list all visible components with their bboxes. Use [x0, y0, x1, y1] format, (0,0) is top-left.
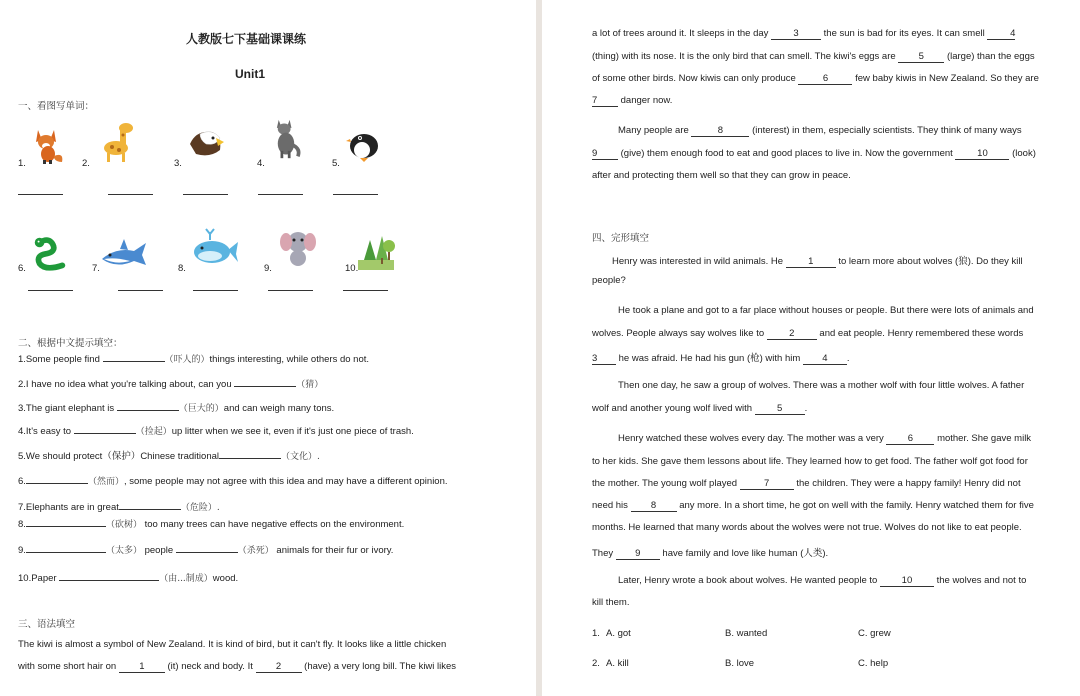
- blank[interactable]: 4: [987, 28, 1015, 40]
- cloze-line: He took a plane and got to a far place without houses or people. But there were lots of animals and: [618, 305, 1034, 316]
- cloze-line: 3 he was afraid. He had his gun (枪) with him 4 .: [592, 353, 850, 364]
- elephant-icon: [278, 226, 318, 268]
- snake-icon: [30, 232, 70, 274]
- pic-num: 8.: [178, 263, 186, 274]
- blank[interactable]: [26, 552, 106, 553]
- blank[interactable]: 3: [771, 28, 821, 40]
- answer-line[interactable]: [183, 194, 228, 195]
- blank[interactable]: 4: [803, 353, 847, 365]
- answer-line[interactable]: [343, 290, 388, 291]
- answer-line[interactable]: [258, 194, 303, 195]
- grammar-line: Many people are 8 (interest) in them, especially scientists. They think of many ways: [618, 125, 1022, 136]
- option-c[interactable]: C. grew: [858, 628, 891, 639]
- blank[interactable]: 2: [256, 661, 302, 673]
- blank[interactable]: 6: [798, 73, 852, 85]
- pic-num: 7.: [92, 263, 100, 274]
- fill-item: 3.The giant elephant is （巨大的）and can weigh many tons.: [18, 403, 335, 414]
- blank[interactable]: 10: [955, 148, 1009, 160]
- answer-line[interactable]: [28, 290, 73, 291]
- grammar-line: a lot of trees around it. It sleeps in the day 3 the sun is bad for its eyes. It can smell 4: [592, 28, 1016, 39]
- question-number: 1.: [592, 628, 600, 639]
- blank[interactable]: 1: [119, 661, 165, 673]
- shark-icon: [100, 234, 148, 276]
- pic-num: 1.: [18, 158, 26, 169]
- cloze-line: They 9 have family and love like human (人类).: [592, 548, 829, 559]
- grammar-line: (thing) with its nose. It is the only bird that can smell. The kiwi's eggs are 5 (large) than the eggs: [592, 51, 1035, 62]
- blank[interactable]: 7: [740, 478, 794, 490]
- blank[interactable]: 9: [592, 148, 618, 160]
- whale-icon: [190, 226, 240, 268]
- option-c[interactable]: C. help: [858, 658, 889, 669]
- grammar-line: The kiwi is almost a symbol of New Zealand. It is kind of bird, but it can't fly. It looks like a little chicken: [18, 639, 447, 650]
- fill-item: 8. （砍树） too many trees can have negative effects on the environment.: [18, 519, 405, 530]
- right-page: [542, 0, 1080, 696]
- cloze-line: the mother. The young wolf played 7 the children. They were a happy family! Henry did not: [592, 478, 1021, 489]
- cloze-line: wolves. People always say wolves like to 2 and eat people. Henry remembered these words: [592, 328, 1024, 339]
- blank[interactable]: 10: [880, 575, 934, 587]
- answer-line[interactable]: [18, 194, 63, 195]
- section1-heading: 一、看图写单词：: [18, 101, 95, 112]
- blank[interactable]: [59, 580, 159, 581]
- document-title: 人教版七下基础课课练: [186, 32, 307, 46]
- blank[interactable]: [103, 361, 165, 362]
- answer-line[interactable]: [193, 290, 238, 291]
- cloze-line: people?: [592, 275, 626, 286]
- pic-num: 5.: [332, 158, 340, 169]
- question-number: 2.: [592, 658, 600, 669]
- fill-item: 5.We should protect（保护）Chinese traditional （文化）.: [18, 451, 320, 462]
- option-b[interactable]: B. wanted: [725, 628, 768, 639]
- option-a[interactable]: A. kill: [606, 658, 629, 669]
- cloze-line: wolf and another young wolf lived with 5 .: [592, 403, 808, 414]
- answer-line[interactable]: [108, 194, 153, 195]
- answer-line[interactable]: [333, 194, 378, 195]
- blank[interactable]: 5: [898, 51, 944, 63]
- blank[interactable]: 1: [786, 256, 836, 268]
- section4-heading: 四、完形填空: [592, 233, 650, 244]
- penguin-icon: [346, 126, 386, 168]
- cloze-line: Later, Henry wrote a book about wolves. He wanted people to 10 the wolves and not to: [618, 575, 1027, 586]
- forest-icon: [356, 230, 396, 272]
- blank[interactable]: [117, 410, 179, 411]
- cloze-line: months. He learned that many words about the wolves were not true. Wolves do not like to eat people.: [592, 522, 1022, 533]
- cloze-line: need his 8 any more. In a short time, he got on well with the family. Henry watched them for five: [592, 500, 1034, 511]
- pic-num: 4.: [257, 158, 265, 169]
- fill-item: 2.I have no idea what you're talking about, can you （猜）: [18, 379, 324, 390]
- grammar-line: after and protecting them well so that they can grow in peace.: [592, 170, 851, 181]
- pic-num: 6.: [18, 263, 26, 274]
- cloze-line: Henry was interested in wild animals. He 1 to learn more about wolves (狼). Do they kill: [612, 256, 1023, 267]
- blank[interactable]: 5: [755, 403, 805, 415]
- fill-item: 4.It's easy to （捡起）up litter when we see it, even if it's just one piece of trash.: [18, 426, 414, 437]
- left-page: [0, 0, 536, 696]
- blank[interactable]: [119, 509, 181, 510]
- pic-num: 10.: [345, 263, 359, 274]
- blank[interactable]: [176, 552, 238, 553]
- blank[interactable]: 9: [616, 548, 660, 560]
- fill-item: 7.Elephants are in great （危险）.: [18, 502, 220, 513]
- section2-heading: 二、根据中文提示填空：: [18, 338, 123, 349]
- grammar-line: with some short hair on 1 (it) neck and body. It 2 (have) a very long bill. The kiwi likes: [18, 661, 457, 672]
- section3-heading: 三、语法填空: [18, 619, 76, 630]
- pic-num: 2.: [82, 158, 90, 169]
- blank[interactable]: 2: [767, 328, 817, 340]
- giraffe-icon: [98, 120, 138, 162]
- grammar-line: of some other birds. Now kiwis can only produce 6 few baby kiwis in New Zealand. So they are: [592, 73, 1039, 84]
- pic-num: 3.: [174, 158, 182, 169]
- unit-title: Unit1: [235, 67, 265, 81]
- cloze-line: kill them.: [592, 597, 630, 608]
- cloze-line: to her kids. She gave them lessons about life. They learned how to get food. The father wolf got food for: [592, 456, 1028, 467]
- blank[interactable]: 8: [691, 125, 749, 137]
- option-a[interactable]: A. got: [606, 628, 631, 639]
- blank[interactable]: 6: [886, 433, 934, 445]
- fill-item: 1.Some people find （吓人的）things interesting, while others do not.: [18, 354, 370, 365]
- fill-item: 9. （太多） people （杀死） animals for their fur or ivory.: [18, 545, 394, 556]
- answer-line[interactable]: [118, 290, 163, 291]
- answer-line[interactable]: [268, 290, 313, 291]
- fox-icon: [28, 122, 68, 164]
- blank[interactable]: 7: [592, 95, 618, 107]
- blank[interactable]: [74, 433, 136, 434]
- blank[interactable]: [26, 526, 106, 527]
- grammar-line: 9 (give) them enough food to eat and good places to live in. Now the government 10 (look): [592, 148, 1036, 159]
- cloze-line: Henry watched these wolves every day. The mother was a very 6 mother. She gave milk: [618, 433, 1032, 444]
- blank[interactable]: [26, 483, 88, 484]
- eagle-icon: [186, 124, 226, 166]
- blank[interactable]: 8: [631, 500, 677, 512]
- pic-num: 9.: [264, 263, 272, 274]
- wolf-icon: [266, 118, 306, 160]
- fill-item: 10.Paper （由...制成）wood.: [18, 573, 239, 584]
- option-b[interactable]: B. love: [725, 658, 755, 669]
- blank[interactable]: 3: [592, 353, 616, 365]
- grammar-line: 7 danger now.: [592, 95, 673, 106]
- cloze-line: Then one day, he saw a group of wolves. There was a mother wolf with four little wolves. A father: [618, 380, 1025, 391]
- fill-item: 6. （然而）, some people may not agree with this idea and may have a different opinion.: [18, 476, 448, 487]
- blank[interactable]: [234, 386, 296, 387]
- blank[interactable]: [219, 458, 281, 459]
